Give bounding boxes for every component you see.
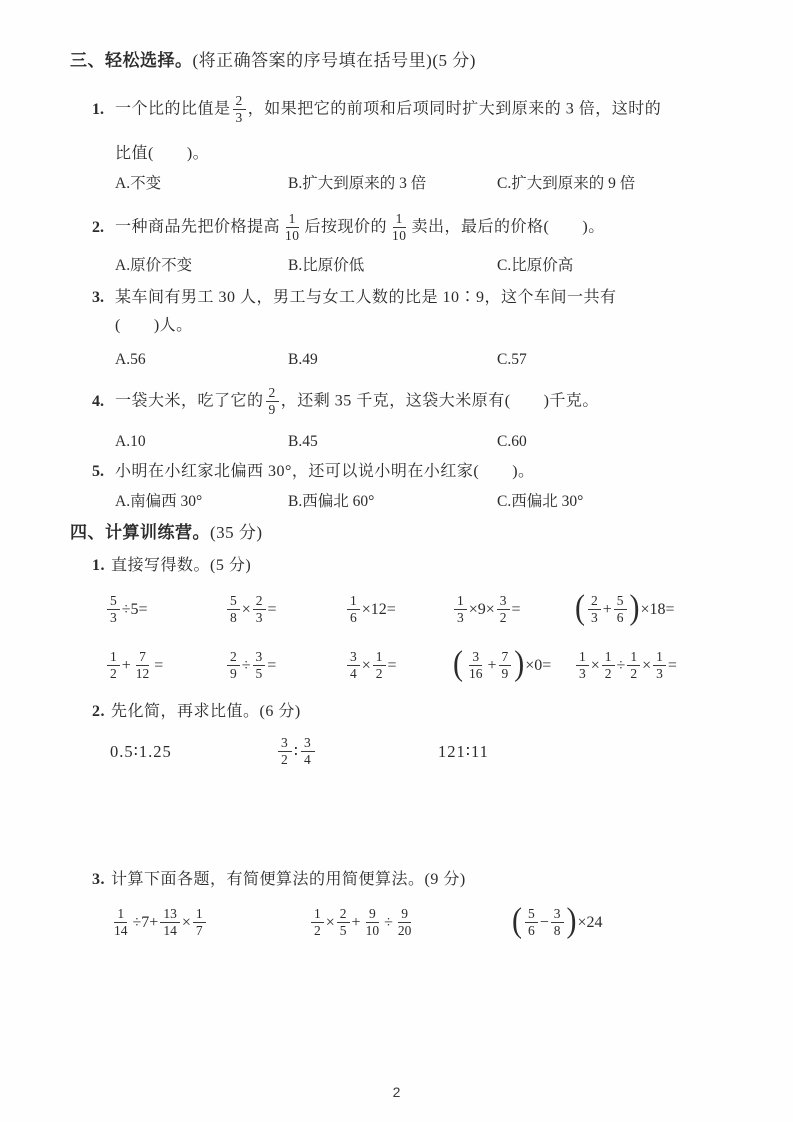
- subsection-number: 3.: [92, 871, 105, 888]
- math-expression: $\frac{1}{3}$ ×9× $\frac{3}{2}$ =: [452, 586, 574, 634]
- question-number: 4.: [92, 393, 104, 410]
- section3-header: [70, 50, 725, 72]
- option-b: B.扩大到原来的 3 倍: [288, 175, 427, 192]
- option-c: C.扩大到原来的 9 倍: [497, 175, 636, 192]
- question-2-options: [115, 254, 725, 278]
- math-expression: $\frac{3}{4}$ × $\frac{1}{2}$ =: [345, 642, 452, 690]
- fraction: $\frac{5}{3}$: [107, 593, 120, 625]
- fraction: $\frac{7}{9}$: [499, 649, 512, 681]
- math-expression: ( $\frac{3}{16}$ + $\frac{7}{9}$ ) ×0=: [453, 644, 552, 683]
- question-number: 5.: [92, 463, 104, 480]
- question-1-line1: [92, 88, 725, 132]
- option-c: C.西偏北 30°: [497, 493, 584, 510]
- option-b: B.45: [288, 433, 318, 450]
- subsection-text: 先化简，再求比值。(6 分): [111, 703, 301, 720]
- fraction: $\frac{1}{2}$: [627, 649, 640, 681]
- question-number: 3.: [92, 289, 104, 306]
- fraction: $\frac{2}{3}$: [233, 93, 246, 125]
- question-1: [70, 88, 725, 196]
- question-text: 小明在小红家北偏西 30°，还可以说小明在小红家( )。: [115, 463, 535, 480]
- fraction: $\frac{5}{8}$: [227, 593, 240, 625]
- math-expression: $\frac{1}{6}$ ×12=: [345, 586, 452, 634]
- math-expression: $\frac{5}{3}$ ÷5=: [105, 586, 225, 634]
- question-text: 一种商品先把价格提高 $\frac{1}{10}$ 后按现价的 $\frac{1}{10}$ 卖出，最后的价格( )。: [115, 210, 605, 243]
- fraction: $\frac{5}{6}$: [525, 906, 538, 938]
- question-3: [70, 286, 725, 372]
- question-text: 一袋大米，吃了它的 $\frac{2}{9}$ ，还剩 35 千克，这袋大米原有( )千克。: [115, 384, 599, 417]
- option-c: C.57: [497, 351, 527, 368]
- question-2: [70, 206, 725, 278]
- worksheet-content: [70, 50, 725, 948]
- option-a: A.不变: [115, 175, 162, 192]
- option-a: A.56: [115, 351, 146, 368]
- fraction: $\frac{9}{10}$: [365, 905, 380, 938]
- question-5-line1: [92, 460, 725, 484]
- question-3-line1: [92, 286, 725, 310]
- fraction: $\frac{1}{3}$: [454, 593, 467, 625]
- question-4-options: [115, 430, 725, 454]
- math-expression: ( $\frac{5}{6}$ − $\frac{3}{8}$ ) ×24: [512, 901, 603, 940]
- page-number: 2: [392, 1084, 401, 1100]
- calc-row-1: [70, 586, 725, 634]
- fraction: $\frac{7}{12}$: [135, 648, 150, 681]
- question-5: [70, 460, 725, 514]
- subsection-text: 直接写得数。(5 分): [111, 557, 252, 574]
- fraction: $\frac{1}{10}$: [392, 210, 407, 243]
- math-expression: $\frac{3}{2}$ ∶ $\frac{3}{4}$: [276, 732, 438, 772]
- section3-subtitle: (将正确答案的序号填在括号里)(5 分): [192, 51, 476, 70]
- fraction: $\frac{2}{9}$: [266, 385, 279, 417]
- math-expression: $\frac{1}{2}$ + $\frac{7}{12}$ =: [105, 642, 225, 690]
- fraction: $\frac{2}{3}$: [253, 593, 266, 625]
- section4-header: [70, 522, 725, 544]
- option-c: C.比原价高: [497, 257, 574, 274]
- math-expression: $\frac{5}{8}$ × $\frac{2}{3}$ =: [225, 586, 345, 634]
- question-3-options: [115, 348, 725, 372]
- fraction: $\frac{3}{5}$: [253, 649, 266, 681]
- fraction: $\frac{1}{3}$: [576, 649, 589, 681]
- question-number: 2.: [92, 219, 104, 236]
- fraction: $\frac{1}{2}$: [311, 906, 324, 938]
- fraction: $\frac{5}{6}$: [614, 593, 627, 625]
- option-b: B.西偏北 60°: [288, 493, 375, 510]
- fraction: $\frac{1}{7}$: [193, 906, 206, 938]
- fraction: $\frac{3}{4}$: [347, 649, 360, 681]
- option-b: B.比原价低: [288, 257, 365, 274]
- option-b: B.49: [288, 351, 318, 368]
- fraction: $\frac{1}{2}$: [602, 649, 615, 681]
- fraction: $\frac{1}{10}$: [285, 210, 300, 243]
- section3-title: 三、轻松选择。: [70, 51, 193, 70]
- math-expression: ( $\frac{2}{3}$ + $\frac{5}{6}$ ) ×18=: [575, 588, 675, 627]
- option-a: A.10: [115, 433, 146, 450]
- question-3-line2: ( )人。: [115, 317, 193, 334]
- fraction: $\frac{1}{14}$: [114, 905, 128, 938]
- math-expression: $\frac{1}{2}$ × $\frac{2}{5}$ + $\frac{9}{10}$ ÷ $\frac{9}{20}$: [309, 898, 511, 948]
- question-1-line2: 比值( )。: [115, 145, 210, 162]
- question-text: 一个比的比值是 $\frac{2}{3}$ ，如果把它的前项和后项同时扩大到原来的 3 倍，这时的: [115, 92, 662, 125]
- fraction: $\frac{1}{3}$: [653, 649, 666, 681]
- subsection-2-title: [70, 700, 725, 724]
- subsection-text: 计算下面各题，有简便算法的用简便算法。(9 分): [111, 871, 466, 888]
- option-a: A.南偏西 30°: [115, 493, 203, 510]
- math-expression: 121∶11: [438, 742, 489, 761]
- expression-row: [70, 898, 725, 948]
- fraction: $\frac{3}{16}$: [469, 648, 483, 681]
- question-4-line1: [92, 380, 725, 424]
- math-expression: $\frac{1}{3}$ × $\frac{1}{2}$ ÷ $\frac{1}{2}$ × $\frac{1}{3}$ =: [574, 642, 725, 690]
- ratio-row: [70, 732, 725, 772]
- subsection-number: 1.: [92, 557, 105, 574]
- section4-subtitle: (35 分): [210, 523, 263, 542]
- fraction: $\frac{3}{2}$: [497, 593, 510, 625]
- option-a: A.原价不变: [115, 257, 193, 274]
- subsection-number: 2.: [92, 703, 105, 720]
- fraction: $\frac{1}{2}$: [107, 649, 120, 681]
- question-1-options: [115, 172, 725, 196]
- question-number: 1.: [92, 101, 104, 118]
- fraction: $\frac{3}{8}$: [551, 906, 564, 938]
- fraction: $\frac{9}{20}$: [397, 905, 412, 938]
- fraction: $\frac{2}{3}$: [588, 593, 601, 625]
- section4-title: 四、计算训练营。: [70, 523, 210, 542]
- fraction: $\frac{2}{9}$: [227, 649, 240, 681]
- fraction: $\frac{13}{14}$: [160, 906, 180, 938]
- question-text: 某车间有男工 30 人，男工与女工人数的比是 10∶9，这个车间一共有: [115, 289, 617, 306]
- option-c: C.60: [497, 433, 527, 450]
- subsection-3-title: [70, 868, 725, 892]
- math-expression: $\frac{1}{14}$ ÷7+ $\frac{13}{14}$ × $\frac{1}{7}$: [109, 898, 309, 948]
- fraction: $\frac{1}{2}$: [373, 649, 386, 681]
- subsection-1-title: [70, 554, 725, 578]
- fraction: $\frac{1}{6}$: [347, 593, 360, 625]
- question-2-line1: [92, 206, 725, 250]
- fraction: $\frac{3}{2}$: [278, 735, 292, 767]
- fraction: $\frac{2}{5}$: [337, 906, 350, 938]
- question-4: [70, 380, 725, 454]
- fraction: $\frac{3}{4}$: [301, 735, 315, 767]
- math-expression: 0.5∶1.25: [110, 742, 172, 761]
- math-expression: $\frac{2}{9}$ ÷ $\frac{3}{5}$ =: [225, 642, 345, 690]
- calc-row-2: [70, 642, 725, 690]
- question-5-options: [115, 490, 725, 514]
